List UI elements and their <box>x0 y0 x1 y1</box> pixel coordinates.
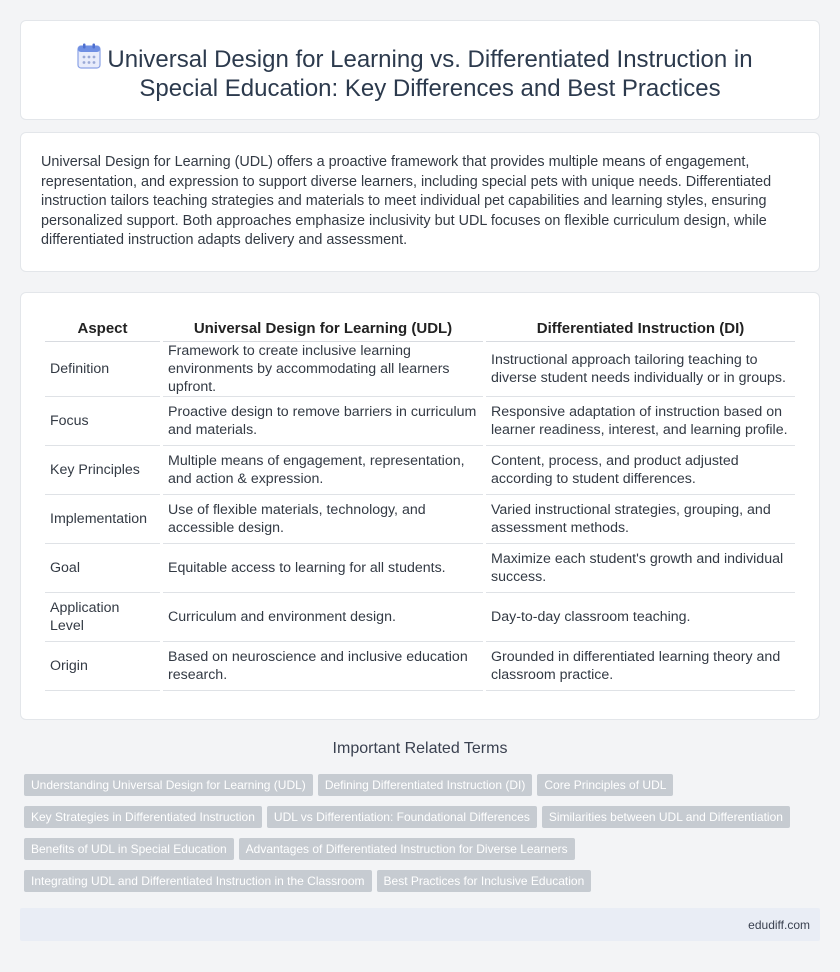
comparison-card <box>20 292 820 720</box>
related-term-tag[interactable]: Defining Differentiated Instruction (DI) <box>318 774 533 796</box>
related-terms-heading: Important Related Terms <box>332 740 508 757</box>
aspect-cell: Origin <box>45 642 160 691</box>
udl-cell: Use of flexible materials, technology, and accessible design. <box>163 495 483 544</box>
related-term-tag[interactable]: Integrating UDL and Differentiated Instruction in the Classroom <box>24 870 372 892</box>
related-term-tag[interactable]: Key Strategies in Differentiated Instruction <box>24 806 262 828</box>
related-terms-list <box>24 774 824 902</box>
related-term-tag[interactable]: Advantages of Differentiated Instruction for Diverse Learners <box>239 838 575 860</box>
table-row <box>45 446 795 495</box>
column-header-di: Differentiated Instruction (DI) <box>486 315 795 342</box>
related-term-tag[interactable]: Benefits of UDL in Special Education <box>24 838 234 860</box>
udl-cell: Multiple means of engagement, representation, and action & expression. <box>163 446 483 495</box>
table-row <box>45 397 795 446</box>
di-cell: Content, process, and product adjusted according to student differences. <box>486 446 795 495</box>
related-term-tag[interactable]: Best Practices for Inclusive Education <box>377 870 592 892</box>
udl-cell: Based on neuroscience and inclusive education research. <box>163 642 483 691</box>
intro-card <box>20 132 820 272</box>
table-header-row <box>45 315 795 342</box>
aspect-cell: Focus <box>45 397 160 446</box>
footer <box>20 908 820 941</box>
page-title: Universal Design for Learning vs. Differentiated Instruction in Special Education: Key Differences and Best Practices <box>107 46 753 102</box>
udl-cell: Equitable access to learning for all students. <box>163 544 483 593</box>
di-cell: Varied instructional strategies, grouping, and assessment methods. <box>486 495 795 544</box>
aspect-cell: Implementation <box>45 495 160 544</box>
di-cell: Responsive adaptation of instruction based on learner readiness, interest, and learning profile. <box>486 397 795 446</box>
di-cell: Day-to-day classroom teaching. <box>486 593 795 642</box>
column-header-udl: Universal Design for Learning (UDL) <box>163 315 483 342</box>
intro-paragraph: Universal Design for Learning (UDL) offers a proactive framework that provides multiple means of engagement, representation, and expression to support diverse learners, including special pets with unique needs. Differentiated instruction tailors teaching strategies and materials to meet individual pet capabilities and learning styles, ensuring personalized support. Both approaches emphasize inclusivity but UDL focuses on flexible curriculum design, while differentiated instruction adapts delivery and assessment. <box>41 154 772 249</box>
related-term-tag[interactable]: Similarities between UDL and Differentiation <box>542 806 790 828</box>
udl-cell: Framework to create inclusive learning environments by accommodating all learners upfront. <box>163 342 483 397</box>
di-cell: Grounded in differentiated learning theory and classroom practice. <box>486 642 795 691</box>
udl-cell: Proactive design to remove barriers in curriculum and materials. <box>163 397 483 446</box>
table-row <box>45 593 795 642</box>
table-row <box>45 342 795 397</box>
aspect-cell: Goal <box>45 544 160 593</box>
related-term-tag[interactable]: UDL vs Differentiation: Foundational Differences <box>267 806 537 828</box>
footer-site-link[interactable]: edudiff.com <box>748 918 810 932</box>
related-term-tag[interactable]: Core Principles of UDL <box>537 774 673 796</box>
related-term-tag[interactable]: Understanding Universal Design for Learning (UDL) <box>24 774 313 796</box>
di-cell: Maximize each student's growth and individual success. <box>486 544 795 593</box>
column-header-aspect: Aspect <box>45 315 160 342</box>
table-row <box>45 495 795 544</box>
title-card <box>20 20 820 120</box>
table-row <box>45 642 795 691</box>
aspect-cell: Key Principles <box>45 446 160 495</box>
di-cell: Instructional approach tailoring teaching to diverse student needs individually or in groups. <box>486 342 795 397</box>
aspect-cell: Definition <box>45 342 160 397</box>
comparison-table <box>42 315 798 691</box>
aspect-cell: Application Level <box>45 593 160 642</box>
table-row <box>45 544 795 593</box>
udl-cell: Curriculum and environment design. <box>163 593 483 642</box>
